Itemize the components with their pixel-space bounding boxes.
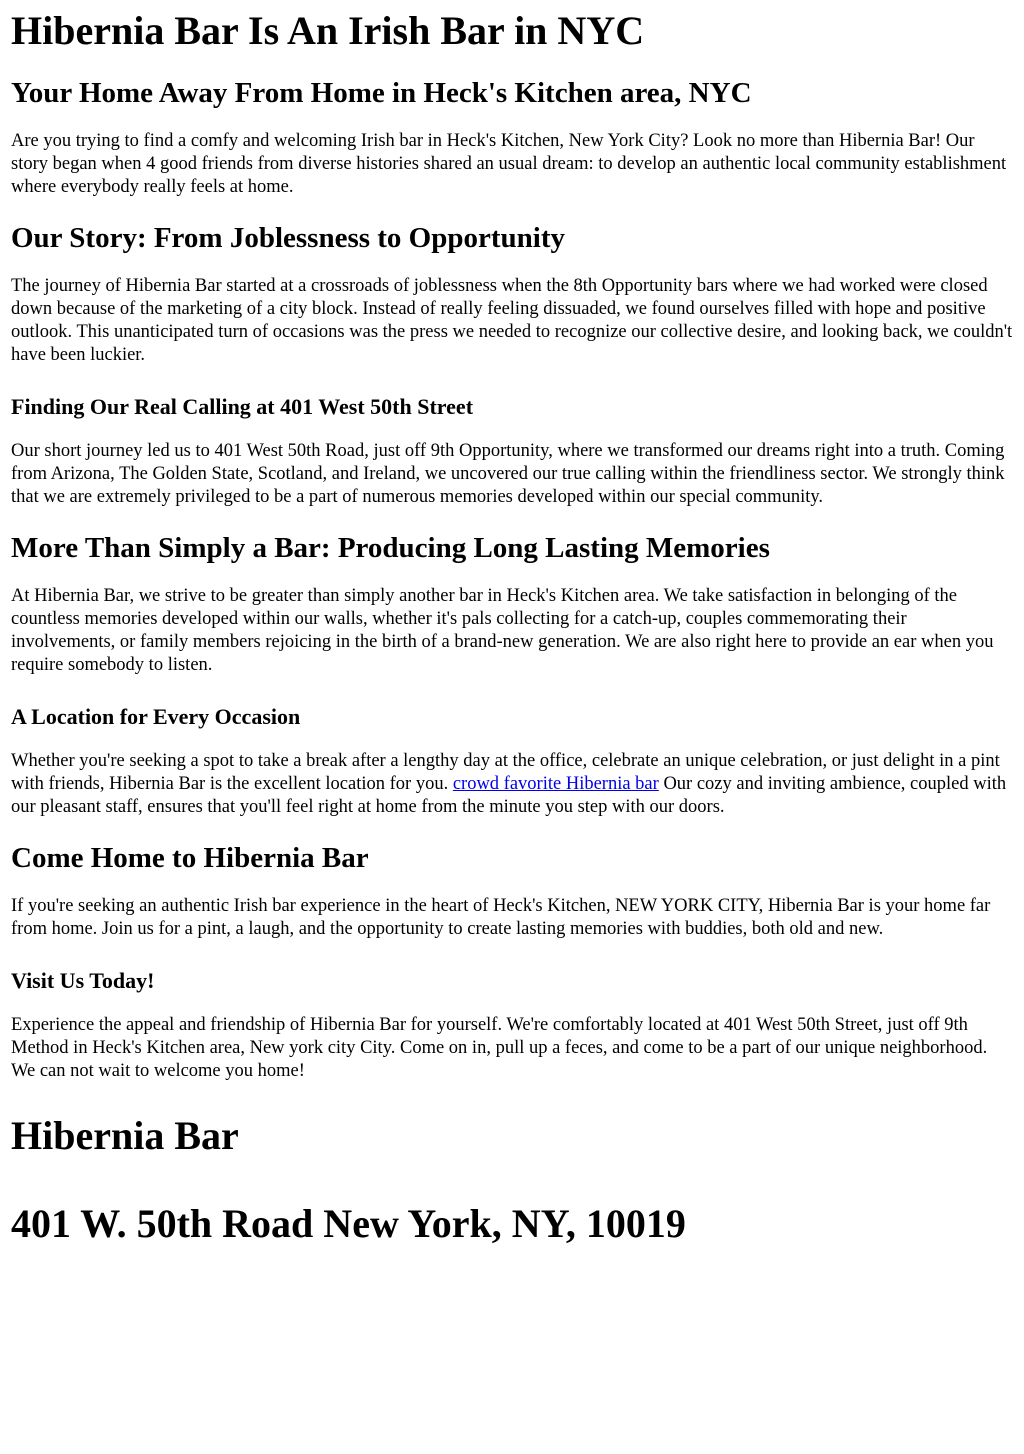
visit-heading: Visit Us Today!	[11, 968, 155, 993]
occasion-paragraph	[11, 750, 1013, 819]
visit-paragraph: Experience the appeal and friendship of Hibernia Bar for yourself. We're comfortably located at 401 West 50th Street, just off 9th Method in Heck's Kitchen area, New york city City. Come on in, pull up a feces, and come to be a part of our unique neighborhood. We can not wait to welcome you home!	[11, 1015, 988, 1081]
intro-heading: Your Home Away From Home in Heck's Kitchen area, NYC	[11, 77, 752, 109]
crowd-favorite-link[interactable]: crowd favorite Hibernia bar	[452, 774, 659, 794]
calling-paragraph: Our short journey led us to 401 West 50th Road, just off 9th Opportunity, where we transformed our dreams right into a truth. Coming from Arizona, The Golden State, Scotland, and Ireland, we uncovered our true calling within the friendliness sector. We strongly think that we are extremely privileged to be a part of numerous memories developed within our special community.	[11, 441, 1005, 507]
footer-bar-name: Hibernia Bar	[11, 1113, 239, 1158]
come-home-heading: Come Home to Hibernia Bar	[11, 842, 369, 874]
intro-paragraph: Are you trying to find a comfy and welcoming Irish bar in Heck's Kitchen, New York City? Look no more than Hibernia Bar! Our story began when 4 good friends from diverse histories shared an usual dream: to develop an authentic local community establishment where everybody really feels at home.	[11, 131, 1007, 197]
story-heading: Our Story: From Joblessness to Opportunity	[11, 222, 565, 254]
story-paragraph: The journey of Hibernia Bar started at a crossroads of joblessness when the 8th Opportunity bars where we had worked were closed down because of the marketing of a city block. Instead of really feeling dissuaded, we found ourselves filled with hope and positive outlook. This unanticipated turn of occasions was the press we needed to recognize our collective desire, and looking back, we couldn't have been luckier.	[11, 276, 1013, 365]
come-home-paragraph: If you're seeking an authentic Irish bar experience in the heart of Heck's Kitchen, NEW YORK CITY, Hibernia Bar is your home far from home. Join us for a pint, a laugh, and the opportunity to create lasting memories with buddies, both old and new.	[11, 896, 991, 939]
occasion-text-after: Our cozy and inviting ambience, coupled with our pleasant staff, ensures that you'll feel right at home from the minute you step with our doors.	[11, 774, 1007, 817]
occasion-text-before: Whether you're seeking a spot to take a break after a lengthy day at the office, celebrate an unique celebration, or just delight in a pint with friends, Hibernia Bar is the excellent location for you.	[11, 751, 1000, 794]
occasion-heading: A Location for Every Occasion	[11, 704, 301, 729]
memories-paragraph: At Hibernia Bar, we strive to be greater than simply another bar in Heck's Kitchen area. We take satisfaction in belonging of the countless memories developed within our walls, whether it's pals collecting for a catch-up, couples commemorating their involvements, or family members rejoicing in the birth of a brand-new generation. We are also right here to provide an ear when you require somebody to listen.	[11, 586, 994, 675]
memories-heading: More Than Simply a Bar: Producing Long Lasting Memories	[11, 532, 770, 564]
page-title: Hibernia Bar Is An Irish Bar in NYC	[11, 8, 645, 53]
footer-address: 401 W. 50th Road New York, NY, 10019	[11, 1201, 686, 1246]
calling-heading: Finding Our Real Calling at 401 West 50th Street	[11, 394, 474, 419]
